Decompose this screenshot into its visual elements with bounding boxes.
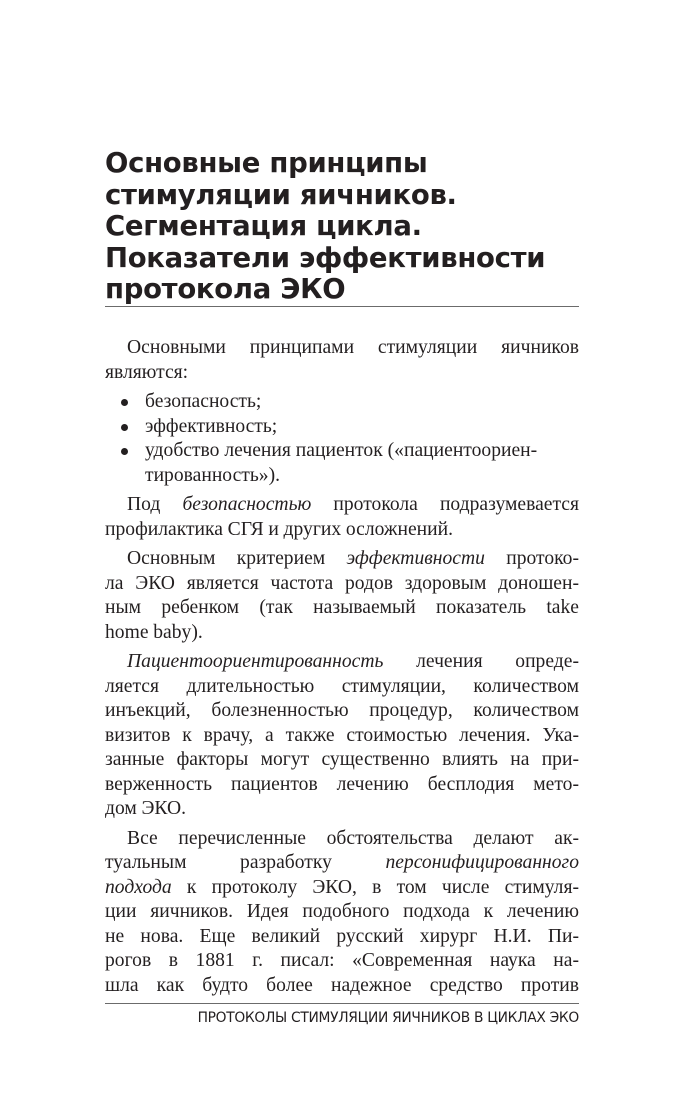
bullet-icon <box>121 448 128 455</box>
text-line <box>105 547 579 572</box>
list-item-text: тированность»). <box>145 464 281 486</box>
text-run: Основным критерием <box>127 548 347 569</box>
text-line: ным ребенком (так называемый показатель take <box>105 597 579 618</box>
running-footer: ПРОТОКОЛЫ СТИМУЛЯЦИИ ЯИЧНИКОВ В ЦИКЛАХ ЭКО <box>197 1010 579 1026</box>
text-line: профилактика СГЯ и других осложнений. <box>105 518 454 540</box>
safety-paragraph <box>105 493 579 542</box>
text-line: шла как будто более надежное средство против <box>105 974 579 996</box>
text-line: дом ЭКО. <box>105 798 187 819</box>
footer-divider <box>105 1003 579 1004</box>
conclusion-paragraph <box>105 827 579 999</box>
text-line: home baby). <box>105 621 203 643</box>
list-item-text: удобство лечения пациенток («пациентоориен- <box>145 440 538 461</box>
bullet-icon <box>121 399 128 406</box>
text-run: к протоколу ЭКО, в том числе стимуля- <box>171 876 579 898</box>
text-line: ла ЭКО является частота родов здоровым доношен- <box>105 572 579 594</box>
text-line: Основными принципами стимуляции яичников <box>127 337 579 358</box>
intro-paragraph <box>105 336 579 385</box>
text-run: туальным разработку <box>105 852 386 873</box>
italic-term: персонифицированного <box>385 852 579 873</box>
italic-term: безопасностью <box>182 494 312 515</box>
text-line <box>105 851 579 876</box>
text-line: верженность пациентов лечению бесплодия мето- <box>105 773 579 795</box>
text-line: инъекций, болезненностью процедур, количеством <box>105 700 579 721</box>
text-line: являются: <box>105 361 189 383</box>
text-line: ляется длительностью стимуляции, количеством <box>105 675 579 697</box>
text-line: Все перечисленные обстоятельства делают ак- <box>127 827 579 849</box>
title-line: Сегментация цикла. <box>105 210 422 242</box>
text-line <box>105 650 579 675</box>
list-item <box>105 415 579 440</box>
text-line: занные факторы могут существенно влиять на при- <box>105 749 579 770</box>
list-item <box>105 439 579 488</box>
list-item-text: безопасность; <box>145 391 262 412</box>
principles-list <box>105 390 579 488</box>
text-line: ции яичников. Идея подобного подхода к лечению <box>105 901 579 922</box>
body-text <box>105 336 579 1003</box>
italic-term: подхода <box>105 876 172 898</box>
italic-term: Пациентоориентированность <box>127 651 384 672</box>
text-line <box>105 493 579 518</box>
title-line: стимуляции яичников. <box>105 178 457 211</box>
text-line: визитов к врачу, а также стоимостью лечения. Ука- <box>105 724 579 746</box>
chapter-title <box>105 148 575 306</box>
text-line: рогов в 1881 г. писал: «Современная наука на- <box>105 950 579 971</box>
title-line: протокола ЭКО <box>105 273 346 305</box>
title-line: Основные принципы <box>105 147 428 179</box>
title-line: Показатели эффективности <box>105 241 546 274</box>
bullet-icon <box>121 424 128 431</box>
text-line: не нова. Еще великий русский хирург Н.И. Пи- <box>105 925 579 947</box>
text-run: протоко- <box>484 548 579 569</box>
list-item <box>105 390 579 415</box>
italic-term: эффективности <box>346 548 485 569</box>
text-run: протокола подразумевается <box>311 494 579 515</box>
efficacy-paragraph <box>105 547 579 645</box>
text-run: лечения опреде- <box>383 651 579 672</box>
title-divider <box>105 306 579 307</box>
list-item-text: эффективность; <box>145 415 278 437</box>
text-line <box>105 876 579 901</box>
patient-paragraph <box>105 650 579 822</box>
text-run: Под <box>127 494 183 515</box>
